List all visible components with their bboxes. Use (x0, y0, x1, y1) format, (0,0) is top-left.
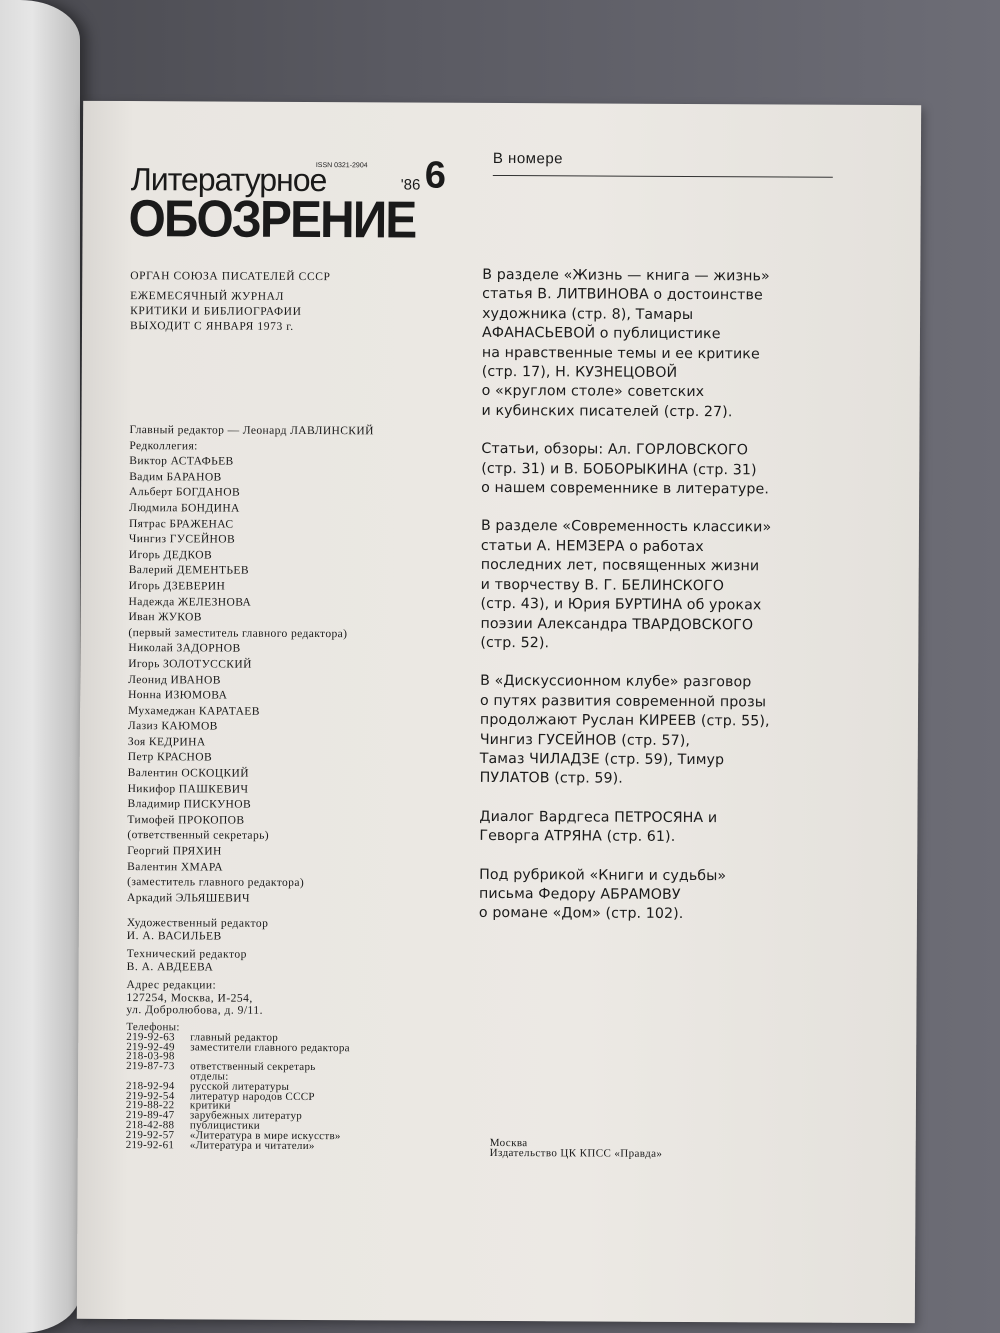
contents-paragraph (480, 672, 841, 790)
imprint-city: Москва (489, 1136, 528, 1150)
contents-line: (стр. 43), и Юрия БУРТИНА об уроках (480, 595, 762, 614)
phone-number: 219-87-73 (126, 1060, 175, 1073)
board-member-line: Владимир ПИСКУНОВ (127, 798, 252, 811)
board-member-line: Зоя КЕДРИНА (127, 735, 206, 749)
contents-column (479, 266, 843, 945)
board-member-line: Альберт БОГДАНОВ (129, 486, 241, 500)
phone-number: 219-89-47 (125, 1109, 175, 1122)
heading-rule (493, 175, 833, 178)
phone-row (125, 1138, 350, 1152)
contents-line: статья В. ЛИТВИНОВА о достоинстве (482, 286, 763, 304)
phone-department: критики (189, 1099, 231, 1112)
contents-paragraph (482, 266, 843, 423)
board-member-line: Аркадий ЭЛЬЯШЕВИЧ (126, 891, 250, 905)
contents-line: о романе «Дом» (стр. 102). (478, 905, 684, 923)
description-line: ЕЖЕМЕСЯЧНЫЙ ЖУРНАЛ (130, 290, 285, 303)
phone-number: 218-03-98 (126, 1050, 175, 1063)
board-member-line: Надежда ЖЕЛЕЗНОВА (128, 595, 252, 609)
board-member-line: Вадим БАРАНОВ (129, 470, 222, 484)
left-page-edge (0, 0, 80, 1333)
contents-line: о «круглом столе» советских (481, 383, 705, 401)
board-member-line: Виктор АСТАФЬЕВ (129, 455, 234, 468)
contents-line: (стр. 52). (480, 634, 550, 652)
board-member-line: Тимофей ПРОКОПОВ (127, 813, 245, 827)
contents-line: художника (стр. 8), Тамары (482, 305, 694, 323)
contents-line: последних лет, посвященных жизни (480, 557, 760, 575)
contents-line: Тамаз ЧИЛАДЗЕ (стр. 59), Тимур (479, 750, 725, 769)
phone-number: 219-92-63 (126, 1030, 175, 1044)
board-member-line: Чингиз ГУСЕЙНОВ (128, 533, 236, 546)
contents-paragraph (479, 808, 839, 849)
phone-list (126, 1023, 350, 1152)
phone-number: 219-88-22 (125, 1099, 175, 1112)
phone-number: 219-92-54 (125, 1089, 175, 1102)
contents-line: на нравственные темы и ее критике (481, 344, 760, 362)
contents-line: письма Федору АБРАМОВУ (479, 885, 681, 903)
board-member-line: Валентин ХМАРА (127, 860, 223, 874)
board-member-line: Людмила БОНДИНА (129, 502, 240, 515)
contents-line: АФАНАСЬЕВОЙ о публицистике (481, 325, 721, 343)
phone-department: главный редактор (190, 1031, 279, 1044)
phone-department: публицистики (189, 1119, 260, 1132)
phone-department: отделы: (190, 1070, 229, 1083)
board-member-line: Игорь ЗОЛОТУССКИЙ (128, 657, 252, 671)
phone-number: 219-92-61 (125, 1138, 175, 1151)
board-member-line: Главный редактор — Леонард ЛАВЛИНСКИЙ (129, 424, 374, 438)
board-member-line: Валерий ДЕМЕНТЬЕВ (128, 564, 249, 578)
phone-department: зарубежных литератур (189, 1109, 303, 1123)
board-member-line: Николай ЗАДОРНОВ (128, 642, 241, 655)
board-member-line: Лазиз КАЮМОВ (127, 720, 218, 733)
board-member-line: Мухамеджан КАРАТАЕВ (127, 704, 260, 718)
board-member-line: Леонид ИВАНОВ (128, 673, 221, 687)
contents-line: о путях развития современной прозы (480, 692, 767, 711)
phone-department: литератур народов СССР (189, 1089, 315, 1103)
contents-line: (стр. 31) и В. БОБОРЫКИНА (стр. 31) (481, 460, 757, 479)
board-member-line: Нонна ИЗЮМОВА (128, 689, 228, 702)
phone-number: 218-42-88 (125, 1119, 175, 1132)
contents-line: статьи А. НЕМЗЕРА о работах (480, 537, 704, 555)
contents-paragraph (480, 517, 841, 655)
organ-line: ОРГАН СОЮЗА ПИСАТЕЛЕЙ СССР (130, 270, 331, 284)
board-member-line: Никифор ПАШКЕВИЧ (127, 782, 249, 796)
contents-paragraph (481, 440, 841, 500)
masthead-title-line1: Литературное (130, 161, 327, 199)
description-line: КРИТИКИ И БИБЛИОГРАФИИ (130, 305, 302, 318)
staff-line: ул. Добролюбова, д. 9/11. (126, 1004, 264, 1017)
staff-and-address (126, 917, 268, 1017)
board-member-line: (ответственный секретарь) (127, 829, 270, 843)
board-member-line: Игорь ДЗЕВЕРИН (128, 579, 226, 593)
contents-line: Статьи, обзоры: Ал. ГОРЛОВСКОГО (481, 441, 749, 459)
masthead-year: '86 (400, 176, 421, 194)
contents-line: ПУЛАТОВ (стр. 59). (479, 770, 623, 787)
issn-number: ISSN 0321-2904 (315, 162, 368, 170)
contents-line: В разделе «Современность классики» (480, 518, 772, 536)
board-member-line: Редколлегия: (129, 439, 198, 453)
contents-line: и кубинских писателей (стр. 27). (481, 402, 733, 421)
contents-line: продолжают Руслан КИРЕЕВ (стр. 55), (479, 712, 770, 730)
contents-line: В разделе «Жизнь — книга — жизнь» (482, 266, 770, 285)
contents-line: Диалог Вардгеса ПЕТРОСЯНА и (479, 808, 718, 826)
board-member-line: (заместитель главного редактора) (127, 876, 305, 890)
staff-line: Художественный редактор (126, 917, 269, 930)
board-member-line: Пятрас БРАЖЕНАС (128, 517, 234, 531)
masthead-title-line2: ОБОЗРЕНИЕ (128, 190, 416, 250)
phone-department: русской литературы (190, 1080, 290, 1093)
imprint (490, 1138, 663, 1159)
board-member-line: Игорь ДЕДКОВ (128, 548, 213, 562)
contents-paragraph (479, 865, 839, 925)
phone-number: 219-92-57 (125, 1128, 175, 1142)
contents-line: (стр. 17), Н. КУЗНЕЦОВОЙ (481, 363, 678, 381)
staff-line: В. А. АВДЕЕВА (126, 960, 214, 974)
phone-department: «Литература в мире искусств» (189, 1129, 341, 1142)
board-member-line: Иван ЖУКОВ (128, 611, 202, 624)
description-line: ВЫХОДИТ С ЯНВАРЯ 1973 г. (129, 320, 294, 333)
journal-description (130, 289, 302, 335)
board-member-line: Валентин ОСКОЦКИЙ (127, 767, 249, 780)
contents-line: Геворга АТРЯНА (стр. 61). (479, 828, 676, 846)
contents-line: поэзии Александра ТВАРДОВСКОГО (480, 615, 754, 633)
contents-line: Чингиз ГУСЕЙНОВ (стр. 57), (479, 731, 691, 749)
magazine-page (77, 101, 921, 1323)
phones-title: Телефоны: (126, 1021, 180, 1034)
contents-line: и творчеству В. Г. БЕЛИНСКОГО (480, 576, 725, 594)
board-member-line: Петр КРАСНОВ (127, 751, 213, 764)
contents-line: о нашем современнике в литературе. (481, 479, 770, 498)
staff-line: 127254, Москва, И-254, (126, 991, 253, 1005)
staff-line: И. А. ВАСИЛЬЕВ (126, 929, 222, 943)
imprint-publisher: Издательство ЦК КПСС «Правда» (489, 1146, 663, 1160)
editorial-board (127, 423, 374, 908)
contents-line: В «Дискуссионном клубе» разговор (480, 673, 752, 691)
staff-line: Адрес редакции: (126, 979, 217, 992)
phone-department: заместители главного редактора (190, 1040, 350, 1054)
contents-line: Под рубрикой «Книги и судьбы» (479, 866, 727, 884)
board-member-line: Георгий ПРЯХИН (127, 845, 222, 858)
contents-heading: В номере (492, 149, 564, 168)
phone-department: «Литература и читатели» (189, 1138, 315, 1152)
masthead-issue-number: 6 (424, 154, 447, 197)
phone-number: 218-92-94 (126, 1079, 175, 1093)
phone-department: ответственный секретарь (190, 1060, 316, 1074)
phone-number: 219-92-49 (126, 1040, 175, 1053)
staff-line: Технический редактор (126, 948, 247, 961)
board-member-line: (первый заместитель главного редактора) (128, 626, 348, 640)
